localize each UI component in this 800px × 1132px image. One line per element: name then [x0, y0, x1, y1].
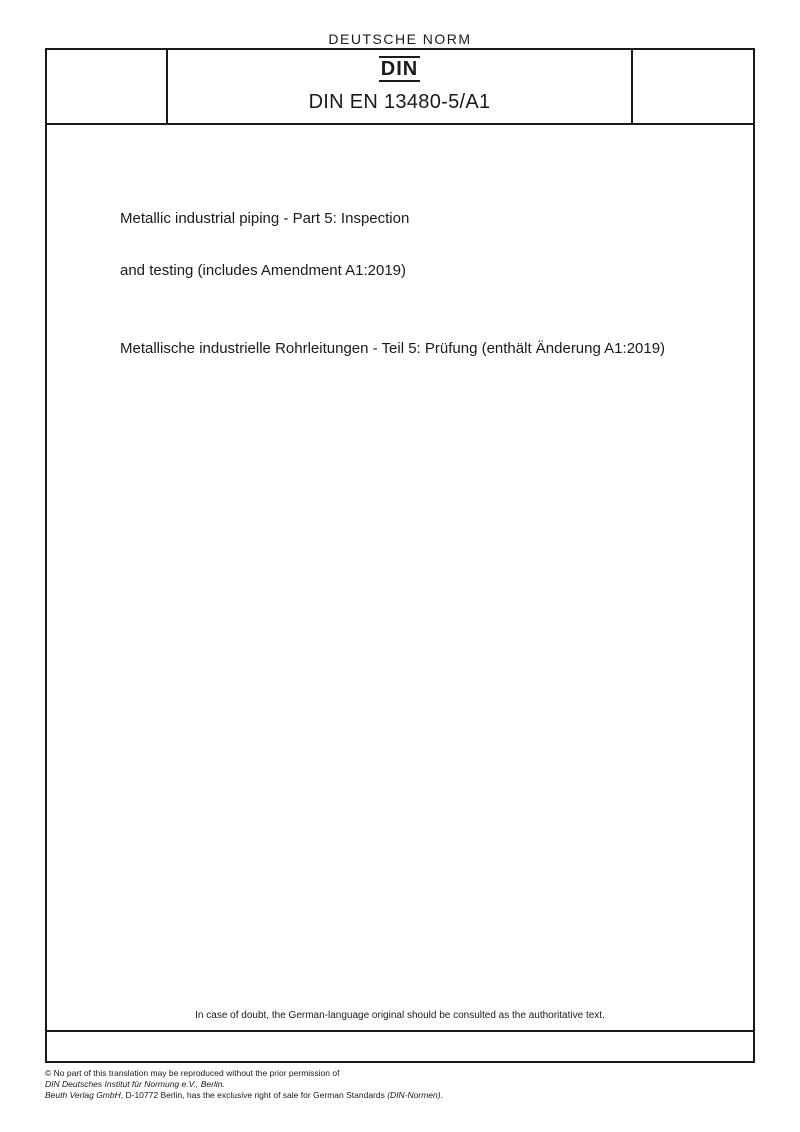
copyright-line1: © No part of this translation may be reproduced without the prior permission of	[45, 1068, 340, 1078]
empty-footer-strip	[47, 1032, 753, 1061]
title-block-row	[47, 50, 753, 125]
copyright-line2: DIN Deutsches Institut für Normung e.V., Berlin.	[45, 1079, 225, 1089]
copyright-line3-period: .	[440, 1090, 443, 1100]
copyright-line3-dinnormen: (DIN-Normen)	[387, 1090, 441, 1100]
document-frame	[45, 48, 755, 1063]
standard-number: DIN EN 13480-5/A1	[308, 91, 491, 113]
title-english	[120, 180, 733, 310]
din-logo: DIN	[380, 58, 419, 80]
copyright-line3	[45, 1090, 755, 1101]
authoritative-text-note: In case of doubt, the German-language original should be consulted as the authoritative text.	[195, 1010, 605, 1021]
title-block-cell-right	[633, 50, 753, 123]
title-english-line1: Metallic industrial piping - Part 5: Inspection	[120, 210, 410, 227]
deutsche-norm-label: DEUTSCHE NORM	[328, 31, 472, 47]
copyright-line3-text: , D-10772 Berlin, has the exclusive right of sale for German Standards	[120, 1090, 388, 1100]
title-block-cell-center	[168, 50, 633, 123]
title-german: Metallische industrielle Rohrleitungen - Teil 5: Prüfung (enthält Änderung A1:2019)	[120, 340, 666, 357]
copyright-footer	[45, 1068, 755, 1101]
title-english-line2: and testing (includes Amendment A1:2019)	[120, 262, 407, 279]
copyright-line3-publisher: Beuth Verlag GmbH	[45, 1090, 121, 1100]
document-body	[47, 125, 753, 1032]
title-block-cell-left	[47, 50, 168, 123]
